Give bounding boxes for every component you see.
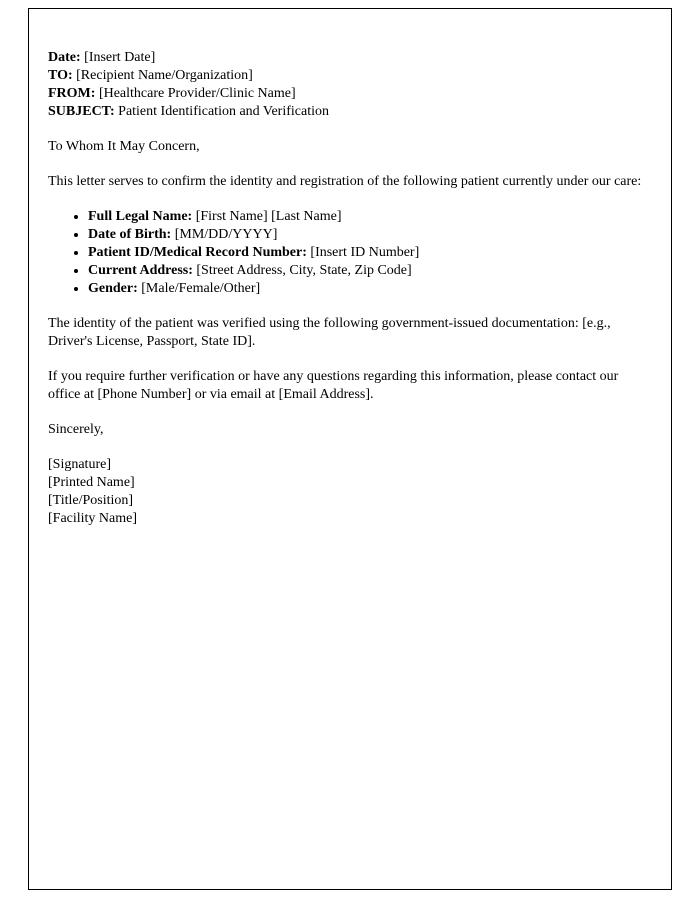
intro-paragraph: This letter serves to confirm the identity and registration of the following patient currently under our care: (48, 174, 642, 189)
signature-block (48, 456, 649, 528)
closing: Sincerely, (48, 422, 104, 437)
list-item (88, 226, 649, 244)
facility-name-line: [Facility Name] (48, 511, 138, 526)
to-value: [Recipient Name/Organization] (72, 68, 253, 83)
field-value: [First Name] [Last Name] (192, 209, 342, 224)
list-item (88, 208, 649, 226)
letter-page (28, 8, 672, 890)
signature-line: [Signature] (48, 457, 111, 472)
contact-paragraph: If you require further verification or have any questions regarding this information, please contact our office at [Phone Number] or via email at [Email Address]. (48, 369, 619, 402)
recipient-block (48, 67, 649, 121)
field-label: Date of Birth: (88, 227, 172, 242)
date-value: [Insert Date] (80, 50, 156, 65)
date-line (48, 49, 649, 67)
to-line (48, 67, 649, 85)
field-value: [MM/DD/YYYY] (171, 227, 278, 242)
field-label: Full Legal Name: (88, 209, 193, 224)
printed-name-line: [Printed Name] (48, 475, 135, 490)
subject-line (48, 103, 649, 121)
from-value: [Healthcare Provider/Clinic Name] (95, 86, 296, 101)
field-label: Gender: (88, 281, 138, 296)
verification-paragraph: The identity of the patient was verified using the following government-issued documentation: [e.g., Driver's License, Passport, State ID]. (48, 316, 611, 349)
subject-label: SUBJECT: (48, 104, 115, 119)
list-item (88, 244, 649, 262)
salutation: To Whom It May Concern, (48, 139, 200, 154)
date-label: Date: (48, 50, 81, 65)
from-line (48, 85, 649, 103)
field-label: Current Address: (88, 263, 193, 278)
field-value: [Street Address, City, State, Zip Code] (192, 263, 412, 278)
field-value: [Insert ID Number] (306, 245, 420, 260)
to-label: TO: (48, 68, 73, 83)
subject-value: Patient Identification and Verification (114, 104, 329, 119)
list-item (88, 262, 649, 280)
title-position-line: [Title/Position] (48, 493, 134, 508)
field-label: Patient ID/Medical Record Number: (88, 245, 307, 260)
from-label: FROM: (48, 86, 96, 101)
patient-details-list (48, 208, 649, 298)
field-value: [Male/Female/Other] (137, 281, 261, 296)
list-item (88, 280, 649, 298)
letter-body (48, 49, 649, 528)
